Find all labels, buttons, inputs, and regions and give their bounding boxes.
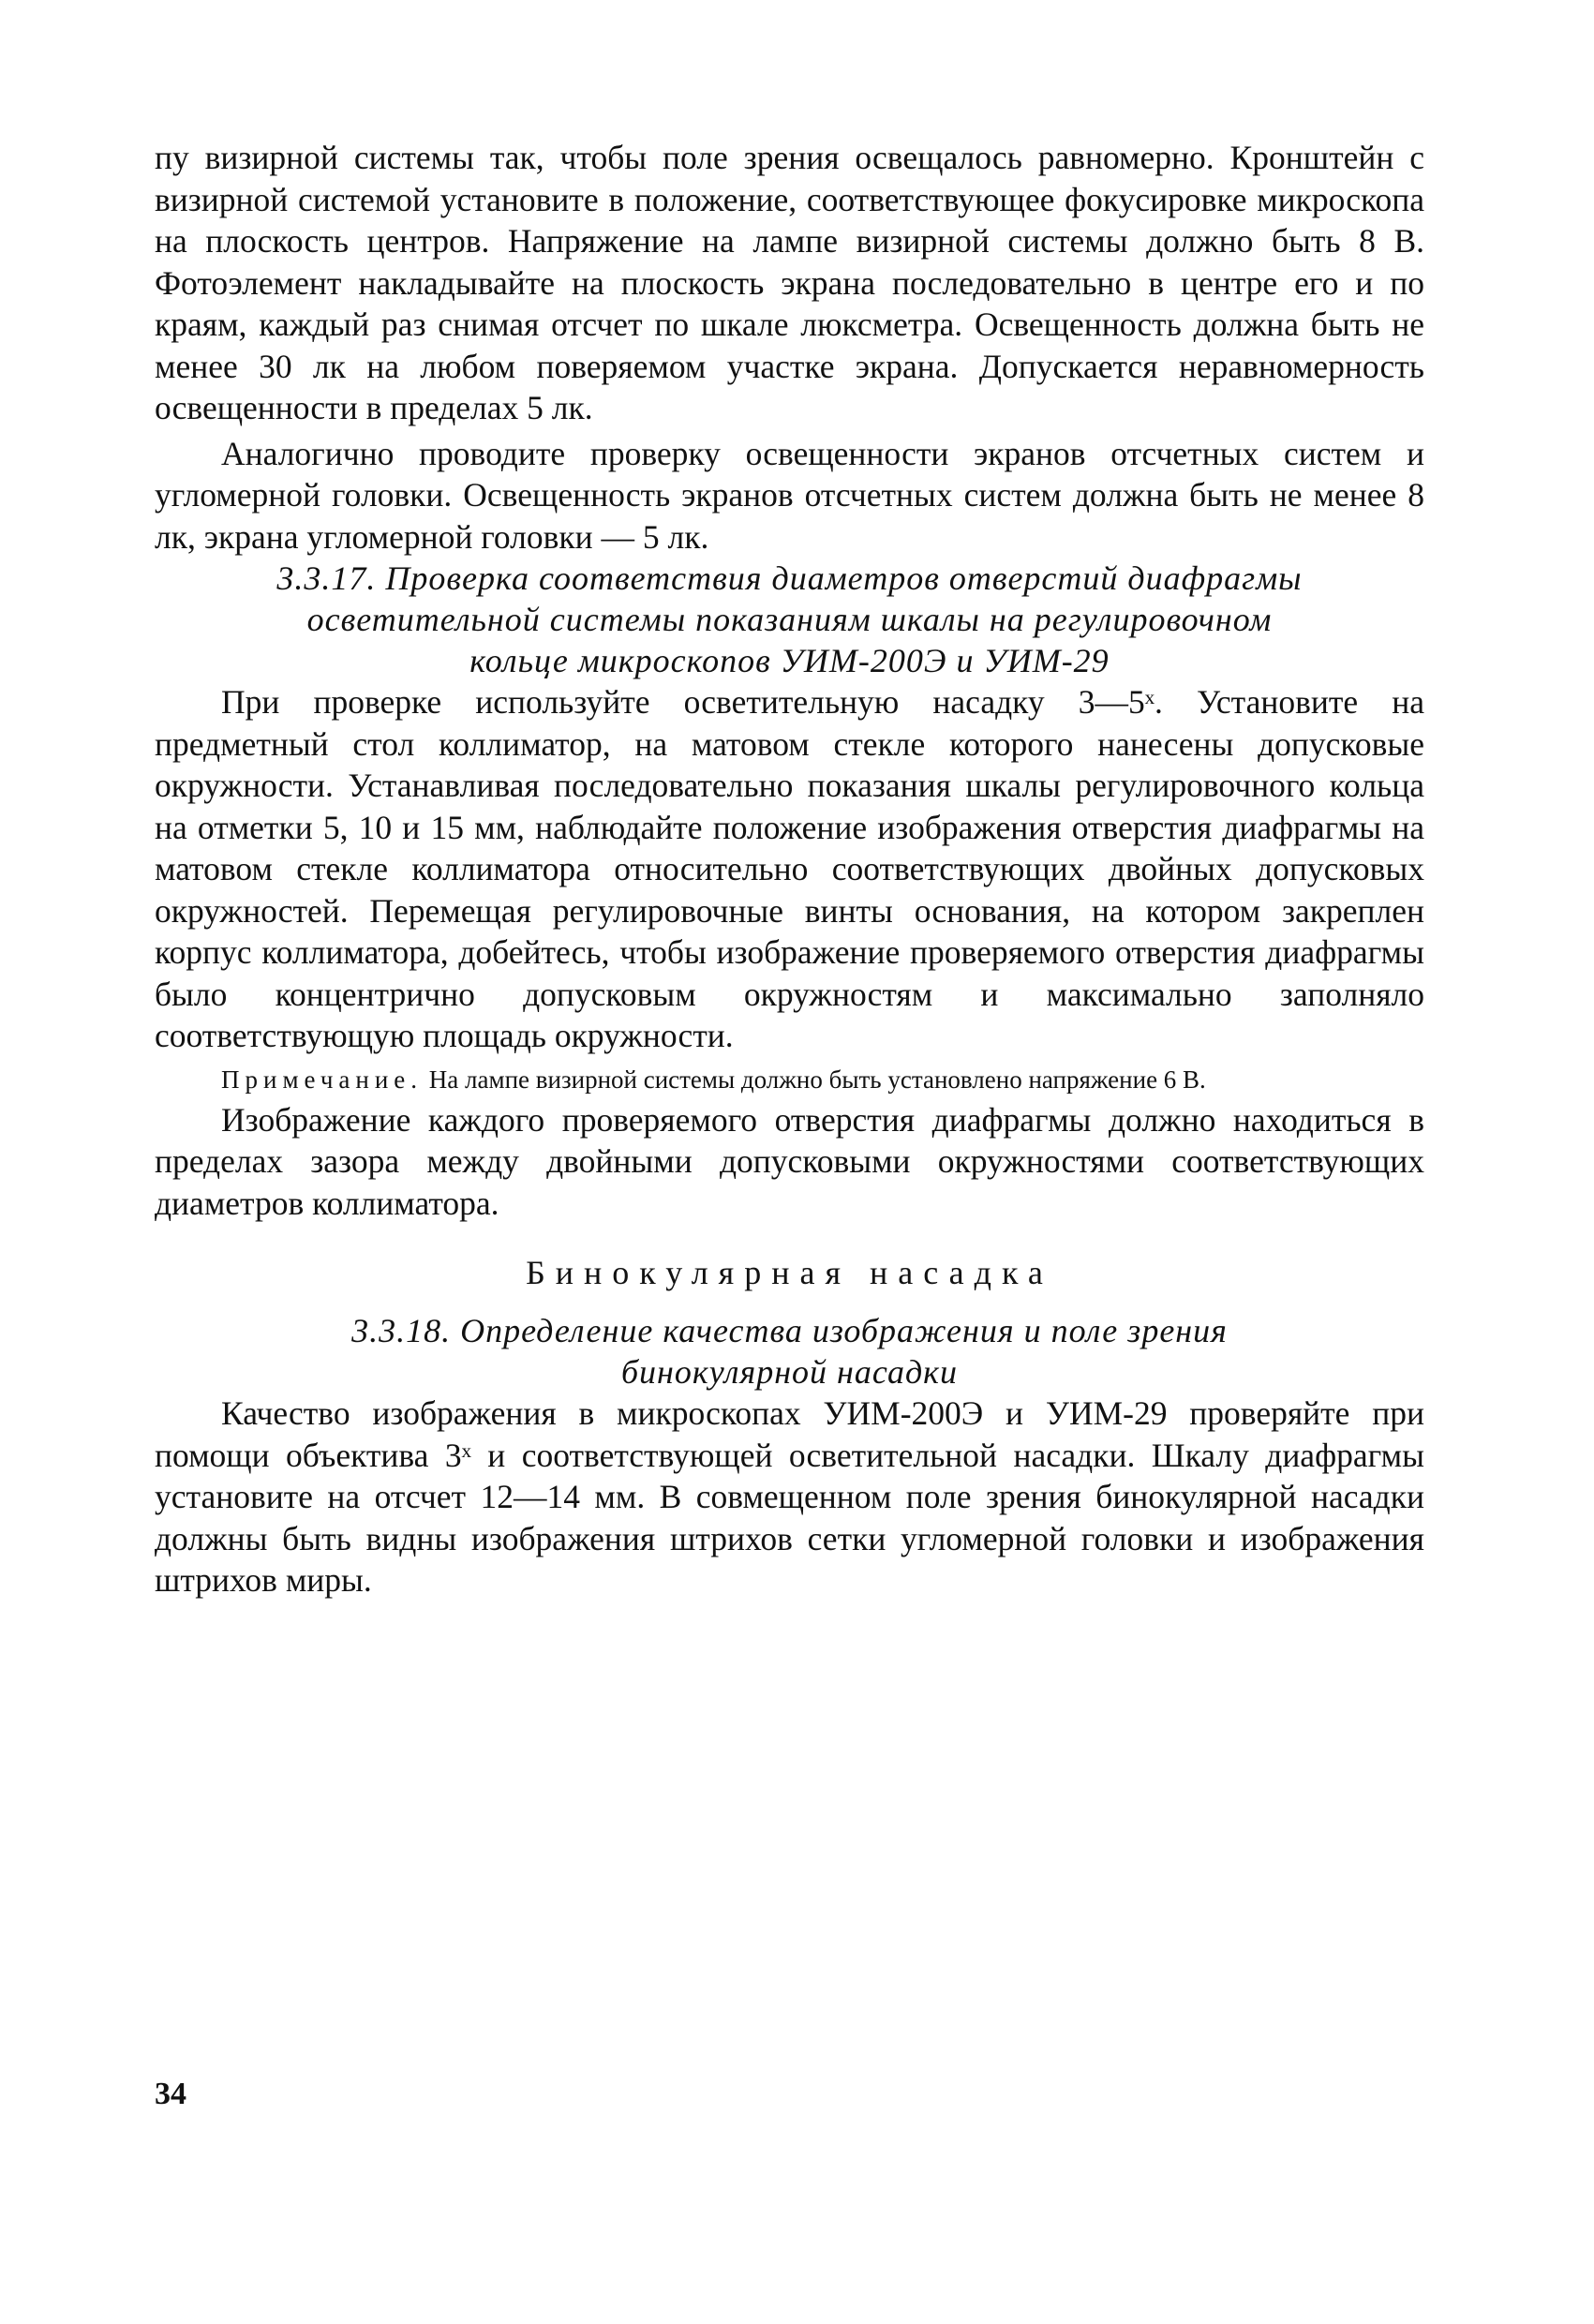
page-number: 34 [155,2077,186,2111]
text-column [155,137,1424,1601]
section-heading-3-3-17 [155,558,1424,681]
section-heading-line: 3.3.18. Определение качества изображения и поле зрения [351,1312,1228,1349]
paragraph-diaphragm-image: Изображение каждого проверяемого отверстия диафрагмы должно находиться в пределах зазора между двойными допусковыми окружностями соответствующих диаметров коллиматора. [155,1100,1424,1222]
section-heading-line: осветительной системы показаниям шкалы на регулировочном [306,601,1273,638]
paragraph-illumination-screens: Аналогично проводите проверку освещенности экранов отсчетных систем и угломерной головки. Освещенность экранов отсчетных систем должна быть не менее 8 лк, экрана угломерной головки — 5 лк. [155,434,1424,556]
section-heading-line: 3.3.17. Проверка соответствия диаметров отверстий диафрагмы [276,559,1303,597]
paragraph-diaphragm-check: При проверке используйте осветительную насадку 3—5ˣ. Установите на предметный стол коллиматор, на матовом стекле которого нанесены допусковые окружности. Устанавливая последовательно показания шкалы регулировочного кольца на отметки 5, 10 и 15 мм, наблюдайте положение изображения отверстия диафрагмы на матовом стекле коллиматора относительно соответствующих двойных допусковых окружностей. Перемещая регулировочные винты основания, на котором закреплен корпус коллиматора, добейтесь, чтобы изображение проверяемого отверстия диафрагмы было концентрично допусковым окружностям и максимально заполняло соответствующую площадь окружности. [155,683,1424,1054]
section-heading-line: бинокулярной насадки [620,1353,959,1391]
section-heading-line: кольце микроскопов УИМ-200Э и УИМ-29 [469,642,1110,679]
subheading-binocular: Бинокулярная насадка [526,1254,1053,1291]
note-text: На лампе визирной системы должно быть установлено напряжение 6 В. [428,1065,1206,1094]
paragraph-continued: пу визирной системы так, чтобы поле зрения освещалось равномерно. Кронштейн с визирной системой установите в положение, соответствующее фокусировке микроскопа на плоскость центров. Напряжение на лампе визирной системы должно быть 8 В. Фотоэлемент накладывайте на плоскость экрана последовательно в центре его и по краям, каждый раз снимая отсчет по шкале люксметра. Освещенность должна быть не менее 30 лк на любом поверяемом участке экрана. Допускается неравномерность освещенности в пределах 5 лк. [155,139,1424,426]
note [155,1065,1424,1095]
paragraph-image-quality: Качество изображения в микроскопах УИМ-200Э и УИМ-29 проверяйте при помощи объектива 3ˣ и соответствующей осветительной насадки. Шкалу диафрагмы установите на отсчет 12—14 мм. В совмещенном поле зрения бинокулярной насадки должны быть видны изображения штрихов сетки угломерной головки и изображения штрихов миры. [155,1394,1424,1599]
section-heading-3-3-18 [155,1310,1424,1393]
note-lead: Примечание. [221,1065,424,1094]
